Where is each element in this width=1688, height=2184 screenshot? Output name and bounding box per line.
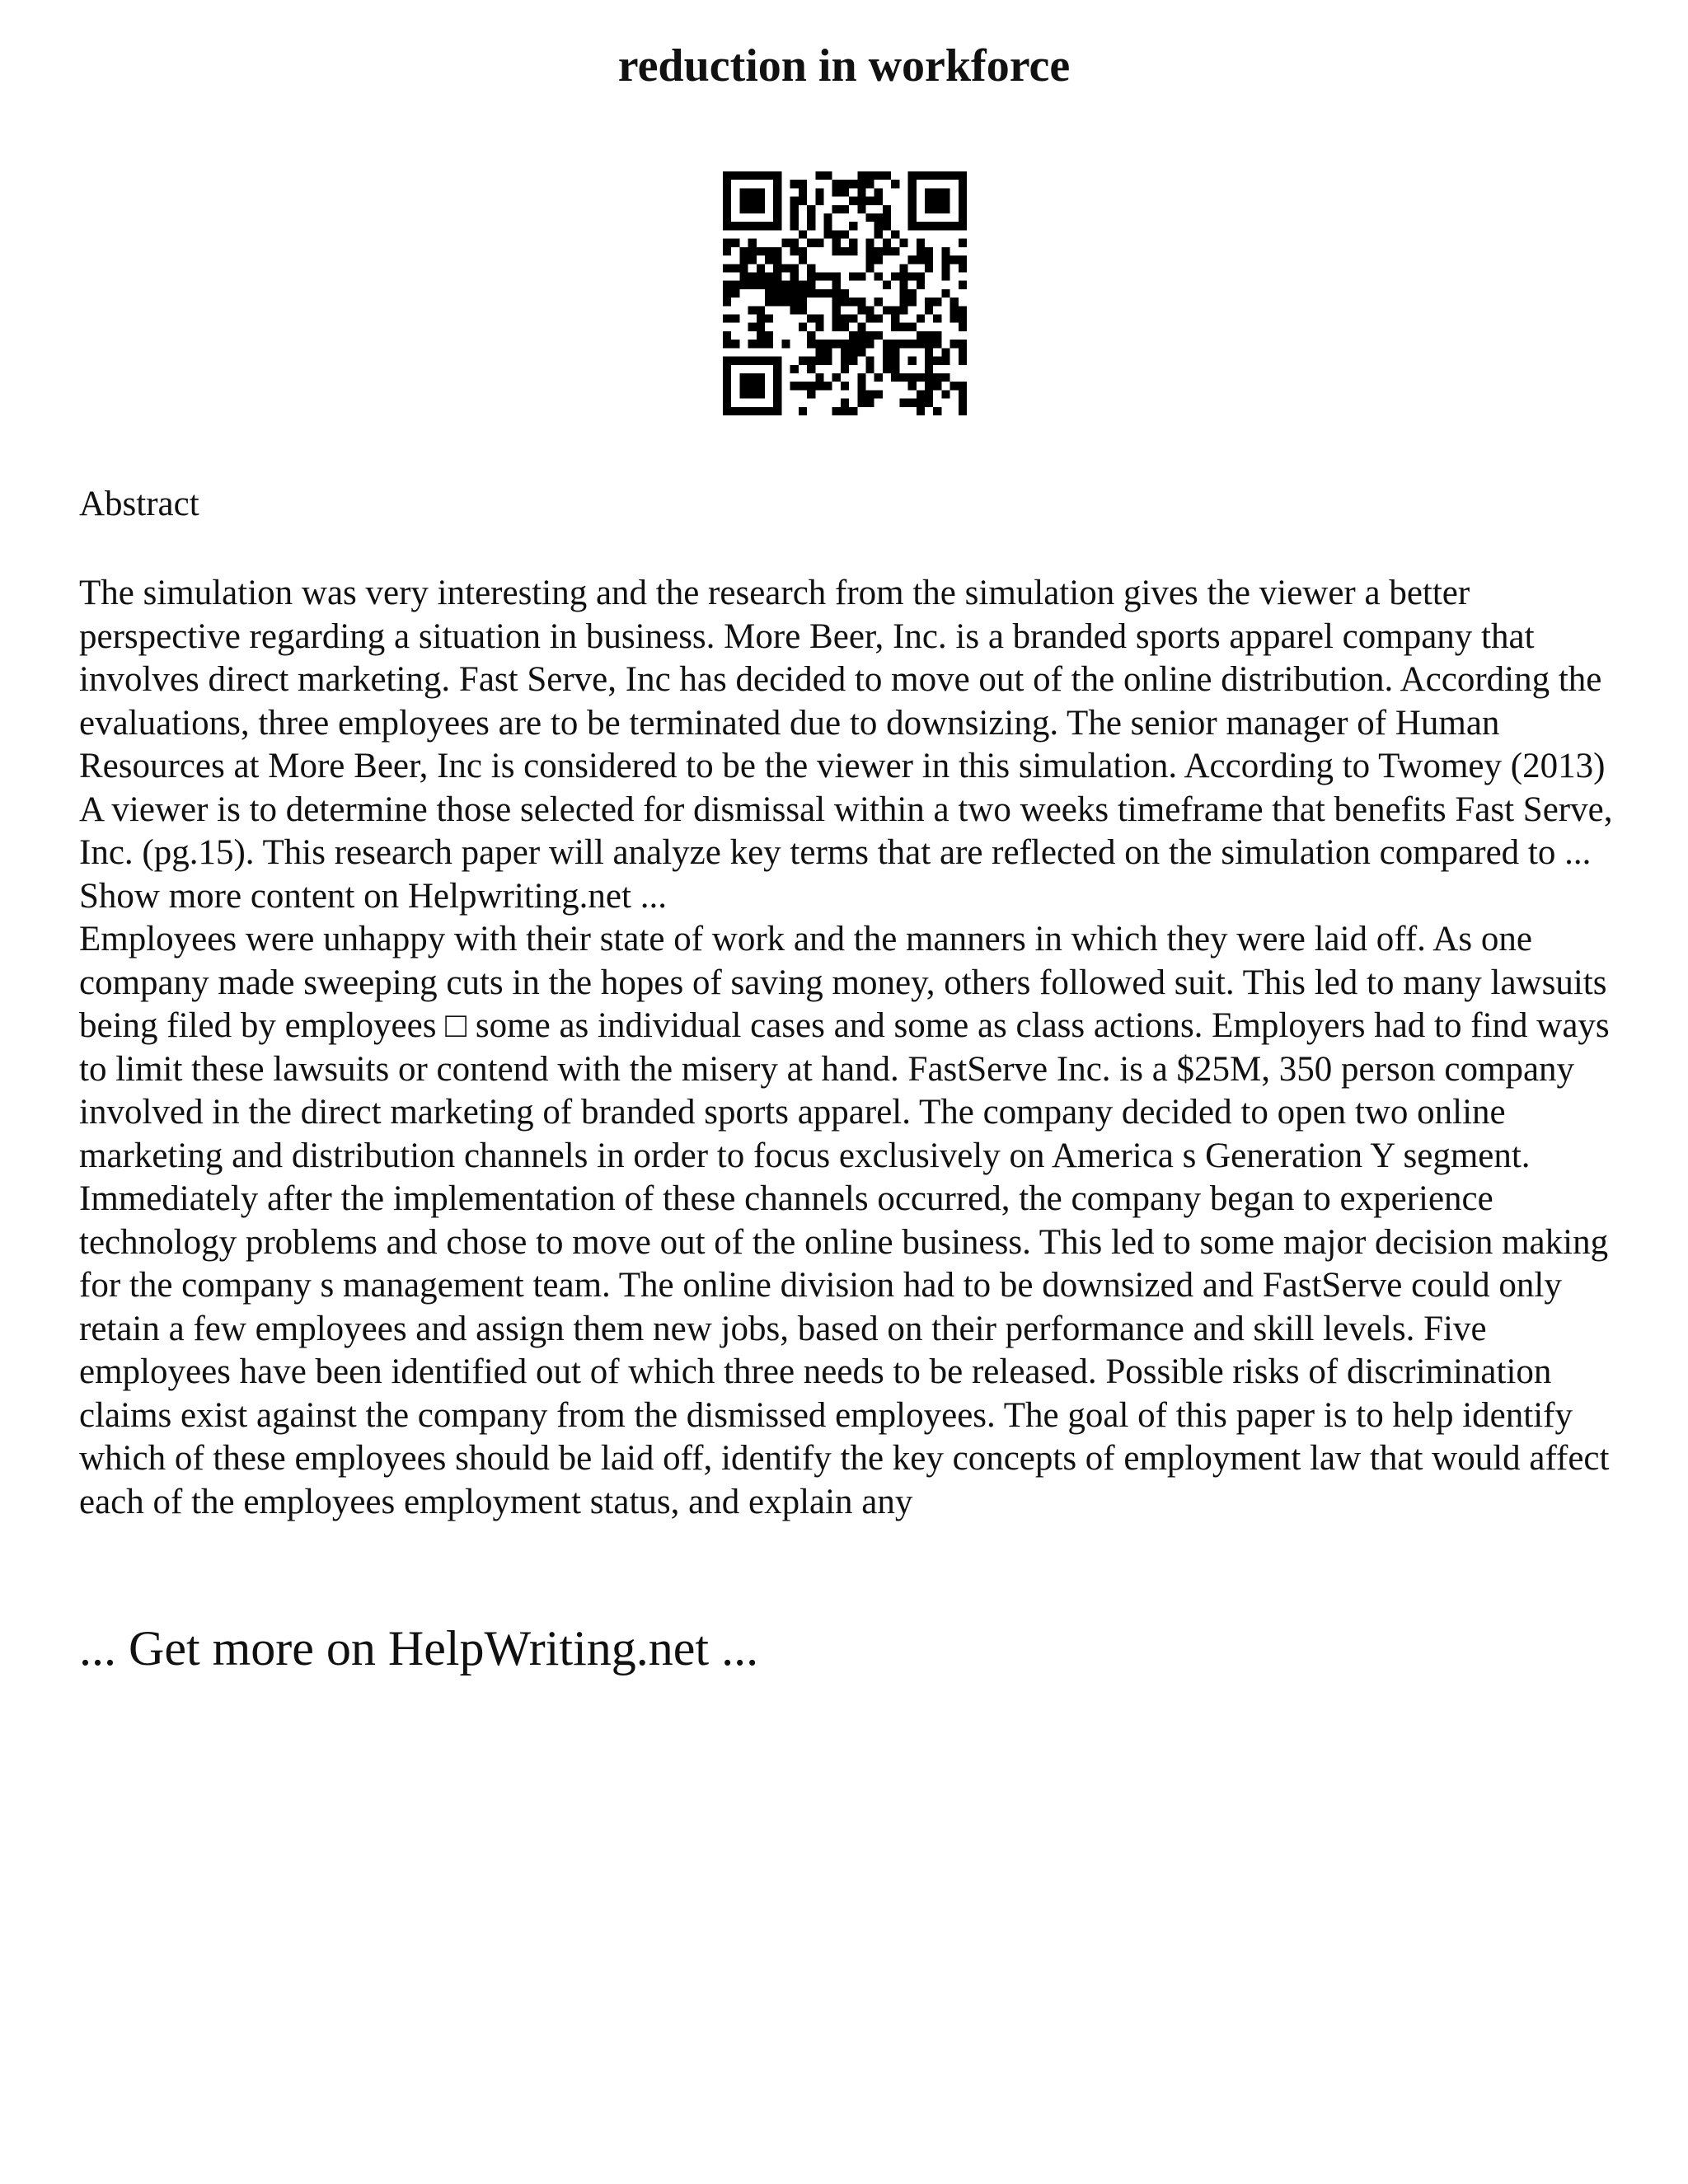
document-title: reduction in workforce	[617, 40, 1071, 91]
paragraph-1: The simulation was very interesting and the research from the simulation gives the viewer a better perspective regarding a situation in business. More Beer, Inc. is a branded sports apparel company that involves direct marketing. Fast Serve, Inc has decided to move out of the online distribution. According the evaluations, three employees are to be terminated due to downsizing. The senior manager of Human Resources at More Beer, Inc is considered to be the viewer in this simulation. According to Twomey (2013) A viewer is to determine those selected for dismissal within a two weeks timeframe that benefits Fast Serve, Inc. (pg.15). This research paper will analyze key terms that are reflected on the simulation compared to ... Show more content on Helpwriting.net ...	[79, 574, 1613, 916]
abstract-heading: Abstract	[79, 485, 199, 523]
get-more-link[interactable]: ... Get more on HelpWriting.net ...	[79, 1621, 759, 1675]
paragraph-2: Employees were unhappy with their state of work and the manners in which they were laid off. As one company made sweeping cuts in the hopes of saving money, others followed suit. This led to many lawsuits being filed by employees □ some as individual cases and some as class actions. Employers had to find ways to limit these lawsuits or contend with the misery at hand. FastServe Inc. is a $25M, 350 person company involved in the direct marketing of branded sports apparel. The company decided to open two online marketing and distribution channels in order to focus exclusively on America s Generation Y segment. Immediately after the implementation of these channels occurred, the company began to experience technology problems and chose to move out of the online business. This led to some major decision making for the company s management team. The online division had to be downsized and FastServe could only retain a few employees and assign them new jobs, based on their performance and skill levels. Five employees have been identified out of which three needs to be released. Possible risks of discrimination claims exist against the company from the dismissed employees. The goal of this paper is to help identify which of these employees should be laid off, identify the key concepts of employment law that would affect each of the employees employment status, and explain any	[79, 920, 1610, 1521]
qr-code-icon	[723, 171, 967, 415]
abstract-body	[79, 572, 1629, 1524]
